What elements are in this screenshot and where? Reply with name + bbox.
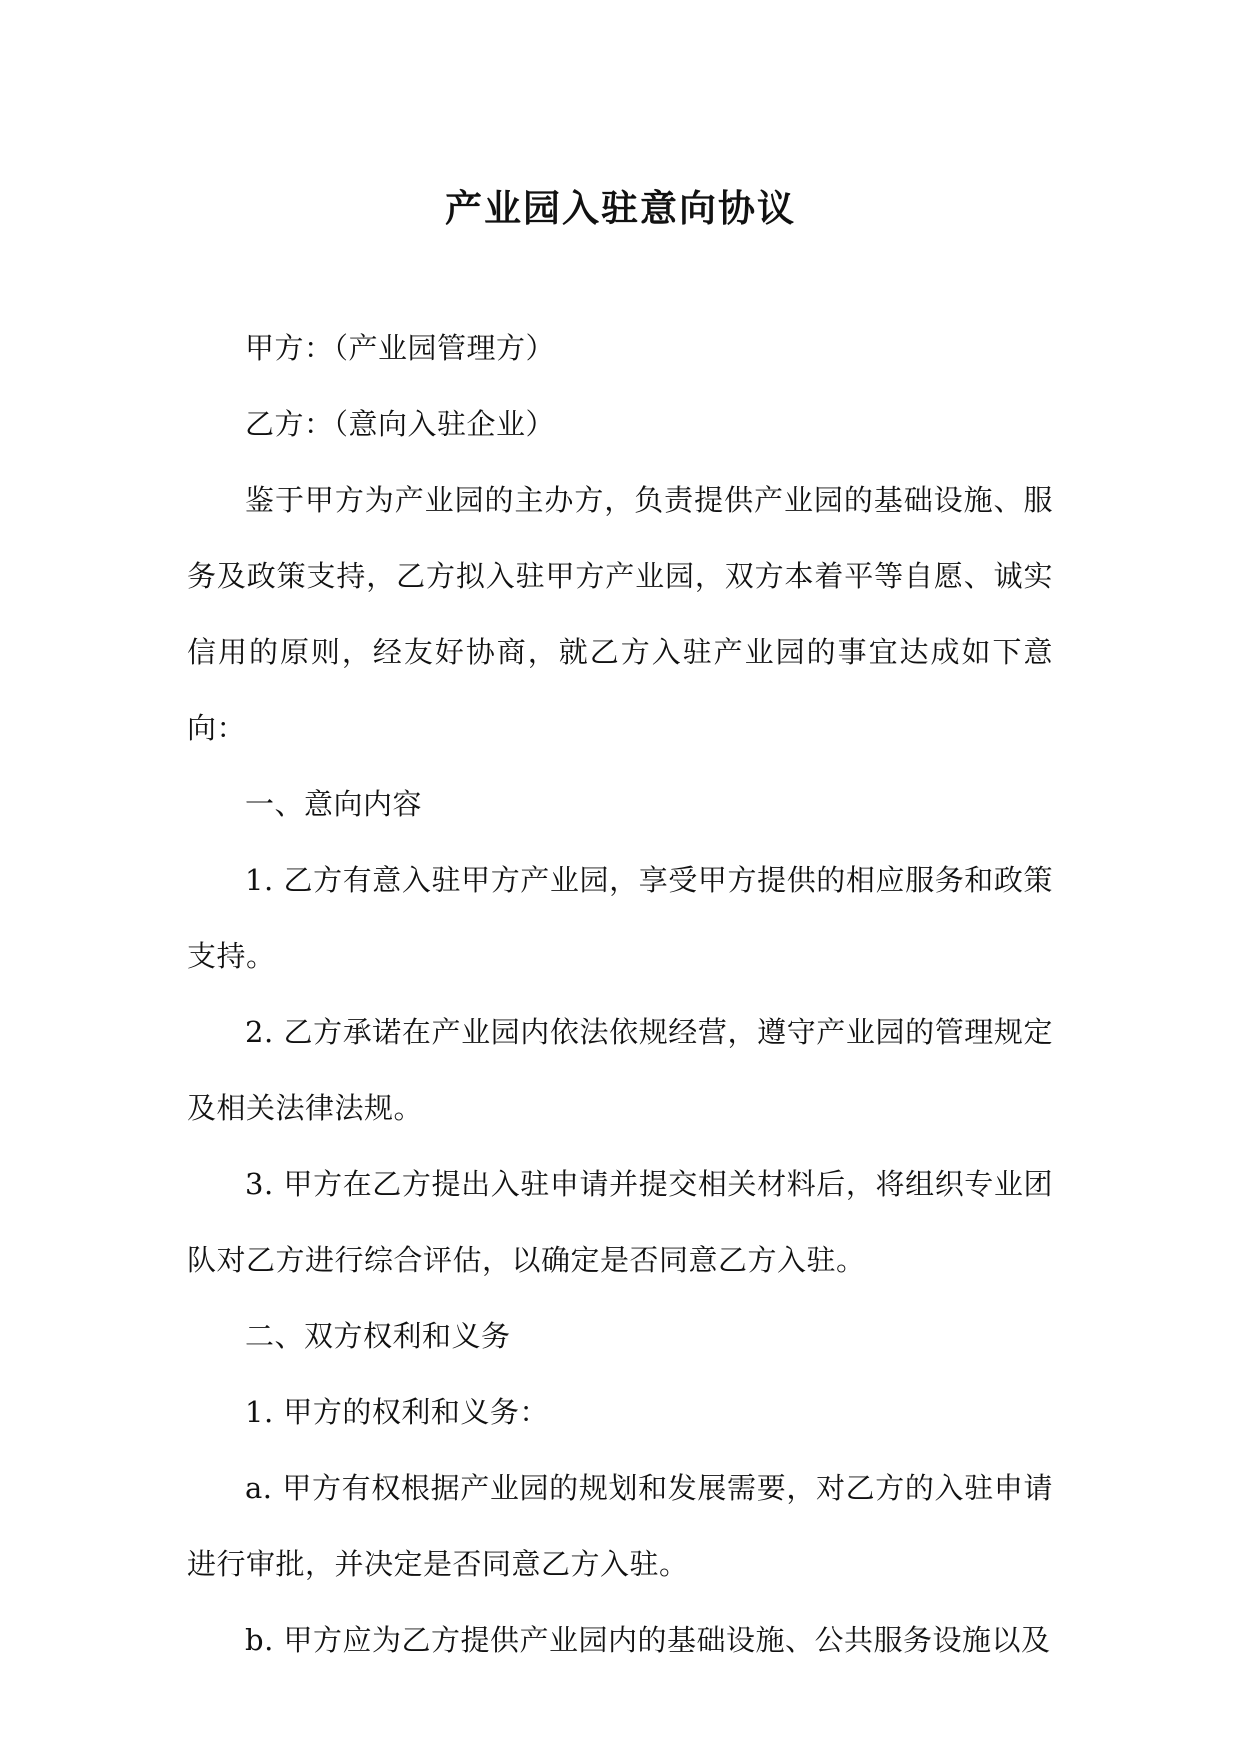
preamble-paragraph: 鉴于甲方为产业园的主办方，负责提供产业园的基础设施、服务及政策支持，乙方拟入驻甲方产业园，双方本着平等自愿、诚实信用的原则，经友好协商，就乙方入驻产业园的事宜达成如下意向：	[187, 483, 1053, 745]
party-b-line: 乙方：（意向入驻企业）	[245, 407, 556, 441]
clause-2-1-a: a. 甲方有权根据产业园的规划和发展需要，对乙方的入驻申请进行审批，并决定是否同意乙方入驻。	[187, 1471, 1053, 1581]
clause-1-1: 1. 乙方有意入驻甲方产业园，享受甲方提供的相应服务和政策支持。	[187, 863, 1053, 973]
document-body	[187, 310, 1053, 1678]
document-title: 产业园入驻意向协议	[445, 186, 796, 230]
party-a-line: 甲方：（产业园管理方）	[245, 331, 556, 365]
clause-2-1: 1. 甲方的权利和义务：	[245, 1395, 549, 1429]
section-heading-rights: 二、双方权利和义务	[245, 1319, 511, 1353]
section-heading-intent: 一、意向内容	[245, 787, 423, 821]
clause-1-3: 3. 甲方在乙方提出入驻申请并提交相关材料后，将组织专业团队对乙方进行综合评估，以确定是否同意乙方入驻。	[187, 1167, 1053, 1277]
clause-2-1-b: b. 甲方应为乙方提供产业园内的基础设施、公共服务设施以及	[245, 1623, 1051, 1657]
clause-1-2: 2. 乙方承诺在产业园内依法依规经营，遵守产业园的管理规定及相关法律法规。	[187, 1015, 1053, 1125]
